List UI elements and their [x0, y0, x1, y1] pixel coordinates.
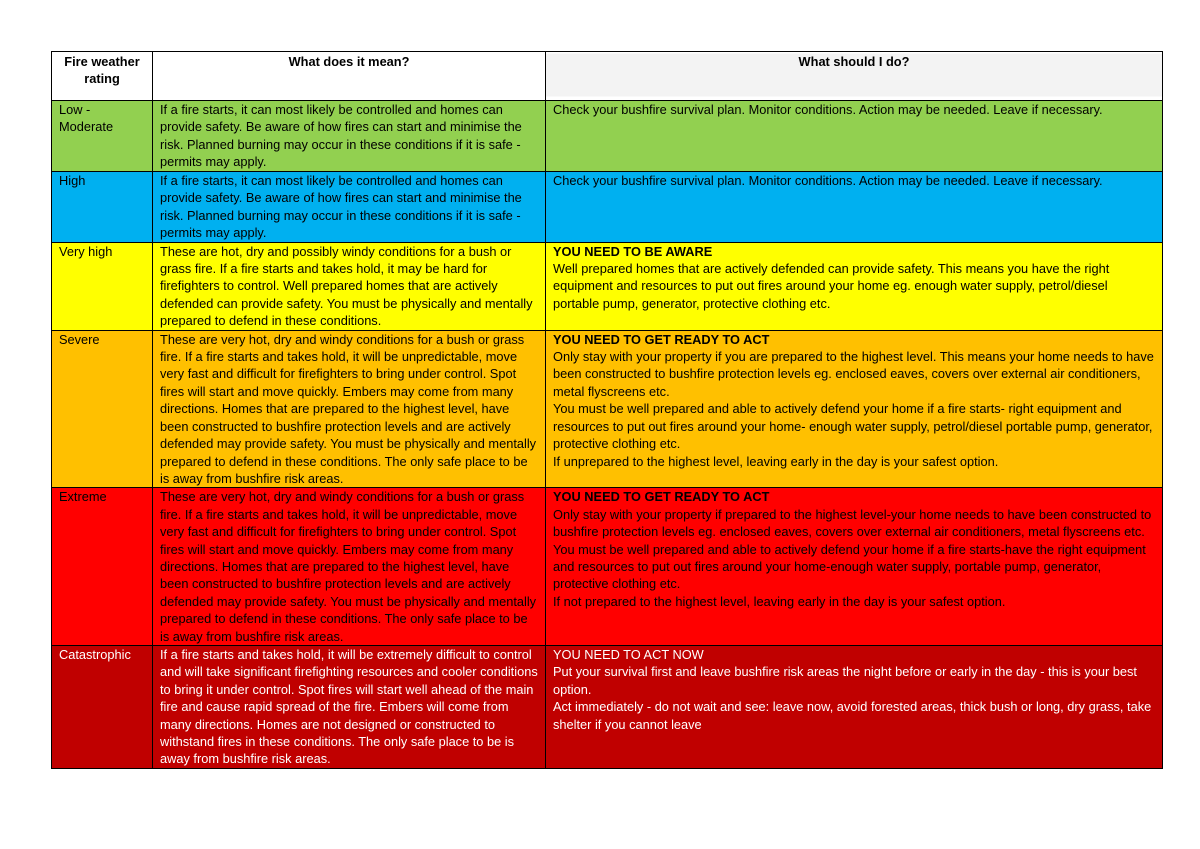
table-row-severe	[52, 330, 1163, 488]
action-cell	[546, 488, 1163, 646]
rating-label: High	[59, 173, 86, 188]
meaning-text: These are hot, dry and possibly windy conditions for a bush or grass fire. If a fire starts and takes hold, it may be hard for firefighters to control. Well prepared homes that are actively defended can provide safety. You must be physically and mentally prepared to defend in these conditions.	[160, 243, 533, 329]
action-cell	[546, 172, 1163, 243]
meaning-text: These are very hot, dry and windy conditions for a bush or grass fire. If a fire starts and takes hold, it will be unpredictable, move very fast and difficult for firefighters to bring under control. Spot fires will start and move quickly. Embers may come from many directions. Homes that are prepared to the highest level, have been constructed to bushfire protection levels and are actively defended may provide safety. You must be physically and mentally prepared to defend in these conditions. The only safe place to be is away from bushfire risk areas.	[160, 489, 537, 644]
rating-label: Extreme	[59, 489, 107, 505]
meaning-cell	[153, 645, 546, 768]
action-heading: YOU NEED TO GET READY TO ACT	[553, 331, 770, 347]
table-row-low-moderate	[52, 101, 1163, 172]
action-cell	[546, 242, 1163, 330]
action-text: You must be well prepared and able to actively defend your home if a fire starts-have the right equipment and resources to put out fires around your home-enough water supply, portable pump, generator, protective clothing etc.	[553, 541, 1146, 592]
action-heading: YOU NEED TO GET READY TO ACT	[553, 489, 770, 505]
action-heading: YOU NEED TO ACT NOW	[553, 646, 704, 662]
action-text: Only stay with your property if you are prepared to the highest level. This means your home needs to have been constructed to bushfire protection levels eg. enclosed eaves, covers over external air conditioners, metal flyscreens etc.	[553, 349, 1154, 399]
rating-cell	[52, 242, 153, 330]
rating-cell	[52, 645, 153, 768]
rating-label: Very high	[59, 243, 113, 259]
header-what-does-it-mean: What does it mean?	[153, 52, 546, 101]
table-row-extreme	[52, 488, 1163, 646]
meaning-cell	[153, 488, 546, 646]
action-text: You must be well prepared and able to actively defend your home if a fire starts- right equipment and resources to put out fires around your home- enough water supply, petrol/diesel portable pump, generator, protective clothing etc.	[553, 401, 1153, 452]
header-fire-weather-rating: Fire weather rating	[52, 52, 153, 101]
action-text: If not prepared to the highest level, leaving early in the day is your safest option.	[553, 593, 1006, 609]
meaning-cell	[153, 101, 546, 172]
action-text: Only stay with your property if prepared to the highest level-your home needs to have been constructed to bushfire protection levels eg. enclosed eaves, covers over external air conditioners, metal flyscreens etc.	[553, 506, 1152, 540]
rating-cell	[52, 172, 153, 243]
table-header-row	[52, 52, 1163, 101]
meaning-text: If a fire starts and takes hold, it will be extremely difficult to control and will take significant firefighting resources and cooler conditions to bring it under control. Spot fires will start well ahead of the main fire and cause rapid spread of the fire. Embers will come from many directions. Homes are not designed or constructed to withstand fires in these conditions. The only safe place to be is away from bushfire risk areas.	[160, 646, 538, 767]
rating-cell	[52, 488, 153, 646]
meaning-text: If a fire starts, it can most likely be controlled and homes can provide safety. Be aware of how fires can start and minimise the risk. Planned burning may occur in these conditions if it is safe - permits may apply.	[160, 102, 522, 170]
fire-danger-rating-table	[51, 51, 1163, 769]
action-text: Check your bushfire survival plan. Monitor conditions. Action may be needed. Leave if necessary.	[553, 102, 1103, 117]
meaning-cell	[153, 242, 546, 330]
rating-label: Catastrophic	[59, 646, 131, 662]
action-text: Check your bushfire survival plan. Monitor conditions. Action may be needed. Leave if necessary.	[553, 173, 1103, 188]
meaning-text: If a fire starts, it can most likely be controlled and homes can provide safety. Be aware of how fires can start and minimise the risk. Planned burning may occur in these conditions if it is safe - permits may apply.	[160, 173, 522, 241]
meaning-cell	[153, 172, 546, 243]
meaning-cell	[153, 330, 546, 488]
action-cell	[546, 645, 1163, 768]
action-text: Put your survival first and leave bushfire risk areas the night before or early in the day - this is your best option.	[553, 664, 1137, 697]
header-what-should-i-do: What should I do?	[546, 52, 1163, 101]
rating-cell	[52, 101, 153, 172]
table-row-catastrophic	[52, 645, 1163, 768]
action-text: If unprepared to the highest level, leaving early in the day is your safest option.	[553, 453, 999, 469]
action-text: Well prepared homes that are actively defended can provide safety. This means you have the right equipment and resources to put out fires around your home eg. enough water supply, petrol/diesel portable pump, generator, protective clothing etc.	[553, 261, 1110, 311]
table-row-very-high	[52, 242, 1163, 330]
action-cell	[546, 330, 1163, 488]
action-cell	[546, 101, 1163, 172]
meaning-text: These are very hot, dry and windy conditions for a bush or grass fire. If a fire starts and takes hold, it will be unpredictable, move very fast and difficult for firefighters to bring under control. Spot fires will start and move quickly. Embers may come from many directions. Homes that are prepared to the highest level, have been constructed to bushfire protection levels and are actively defended may provide safety. You must be physically and mentally prepared to defend in these conditions. The only safe place to be is away from bushfire risk areas.	[160, 331, 537, 486]
action-heading: YOU NEED TO BE AWARE	[553, 243, 713, 259]
table-row-high	[52, 172, 1163, 243]
action-text: Act immediately - do not wait and see: leave now, avoid forested areas, thick bush or long, dry grass, take shelter if you cannot leave	[553, 699, 1152, 732]
rating-cell	[52, 330, 153, 488]
rating-label: Low - Moderate	[59, 102, 114, 135]
rating-label: Severe	[59, 331, 100, 347]
